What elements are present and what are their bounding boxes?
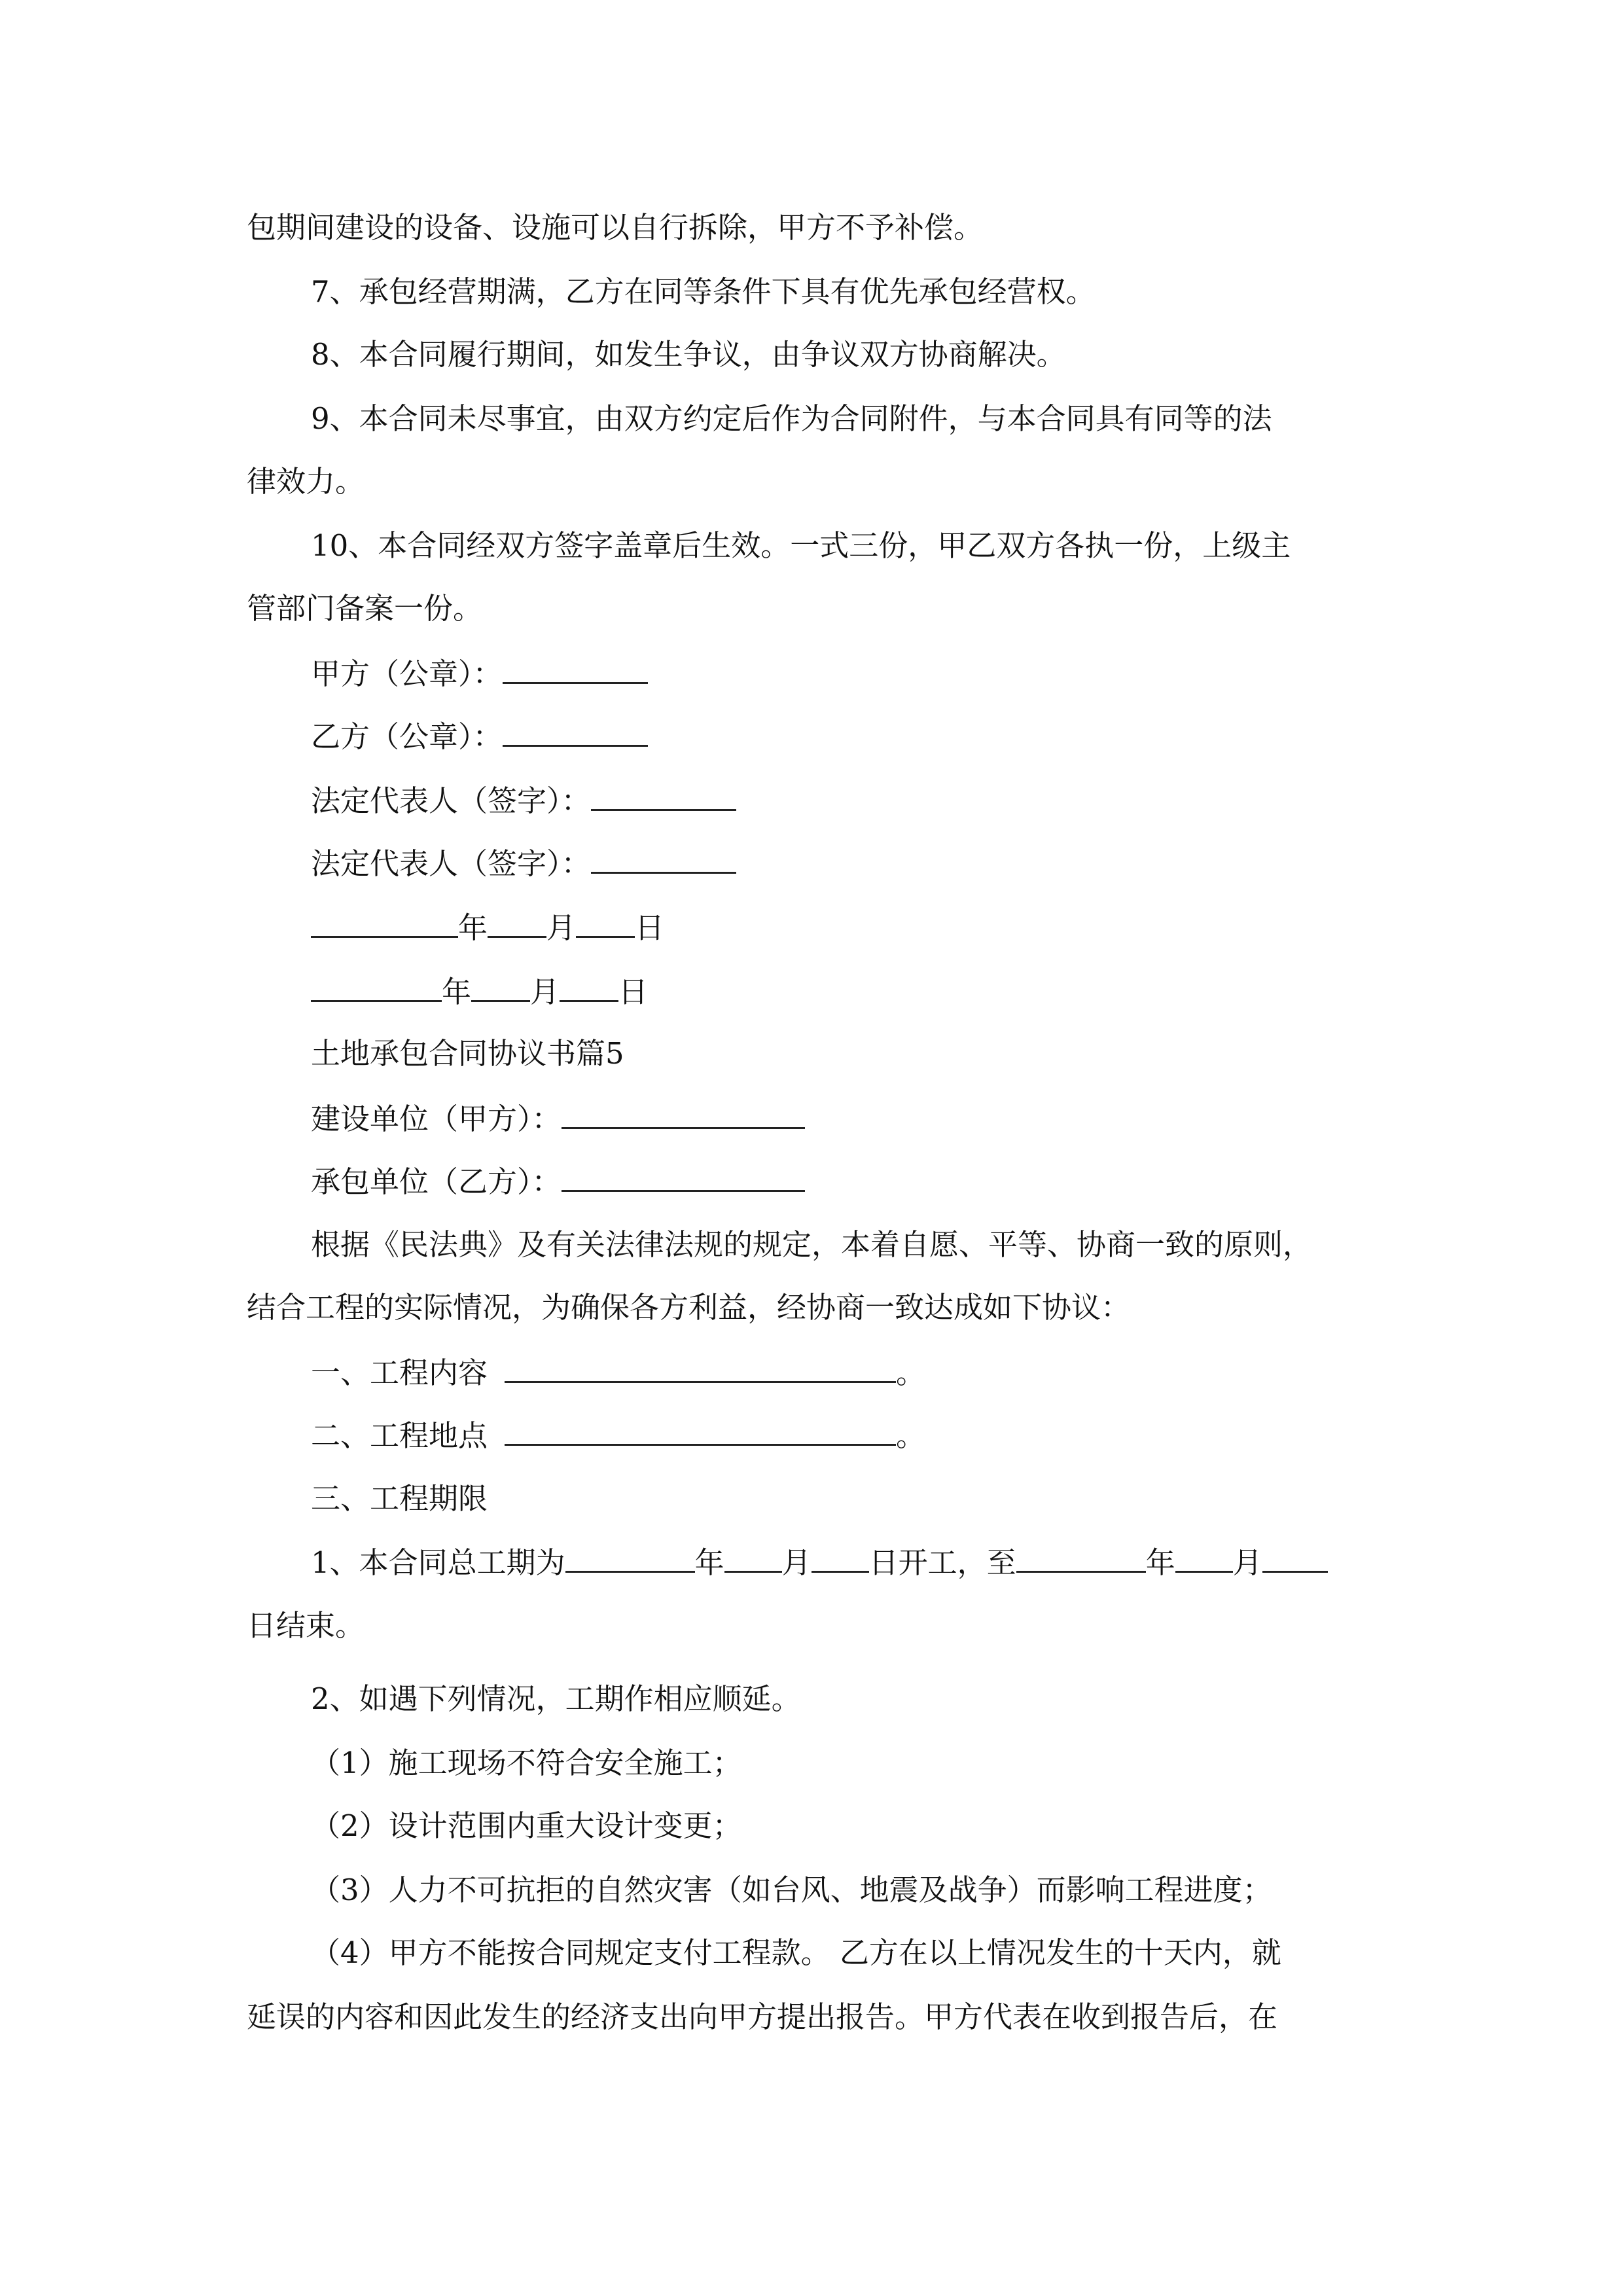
party-b-seal-label: 乙方（公章）： <box>311 719 503 754</box>
item-label: 二、工程地点 <box>311 1418 488 1453</box>
year-label: 年 <box>694 1545 724 1580</box>
legal-rep-line <box>311 780 736 819</box>
party-b-seal-line <box>311 716 648 755</box>
text-line: 结合工程的实际情况，为确保各方利益，经协商一致达成如下协议： <box>247 1290 1131 1325</box>
party-a-seal-blank[interactable] <box>503 653 648 684</box>
start-year-blank[interactable] <box>565 1542 695 1573</box>
text-line: 10、本合同经双方签字盖章后生效。一式三份，甲乙双方各执一份，上级主 <box>311 528 1291 563</box>
text-line: 管部门备案一份。 <box>247 591 483 626</box>
text-line: 律效力。 <box>247 464 365 499</box>
legal-rep-blank[interactable] <box>591 780 736 811</box>
list-item: （1）施工现场不符合安全施工； <box>311 1746 742 1780</box>
date-line <box>311 907 664 946</box>
start-label: 日开工，至 <box>868 1545 1016 1580</box>
text-line: 2、如遇下列情况，工期作相应顺延。 <box>311 1681 801 1716</box>
day-label: 日 <box>618 975 649 1009</box>
party-a-seal-line <box>311 653 648 692</box>
end-year-blank[interactable] <box>1016 1542 1146 1573</box>
month-label: 月 <box>781 1545 812 1580</box>
month-blank[interactable] <box>471 971 530 1002</box>
year-blank[interactable] <box>311 971 442 1002</box>
text-line: 根据《民法典》及有关法律法规的规定，本着自愿、平等、协商一致的原则， <box>311 1227 1313 1262</box>
text-line: 7、承包经营期满，乙方在同等条件下具有优先承包经营权。 <box>311 274 1096 309</box>
year-label: 年 <box>1145 1545 1175 1580</box>
builder-label: 建设单位（甲方）： <box>311 1102 562 1136</box>
end-month-blank[interactable] <box>1175 1542 1233 1573</box>
legal-rep-blank[interactable] <box>591 843 736 874</box>
list-item: （3）人力不可抗拒的自然灾害（如台风、地震及战争）而影响工程进度； <box>311 1873 1272 1907</box>
term-line <box>311 1542 1328 1581</box>
full-stop: 。 <box>896 1355 926 1390</box>
start-month-blank[interactable] <box>724 1542 782 1573</box>
full-stop: 。 <box>896 1418 926 1453</box>
builder-line <box>311 1098 805 1138</box>
text-line: 延误的内容和因此发生的经济支出向甲方提出报告。甲方代表在收到报告后，在 <box>247 2000 1278 2034</box>
party-b-seal-blank[interactable] <box>503 716 648 747</box>
date-line <box>311 971 648 1011</box>
work-content-blank[interactable] <box>505 1352 896 1383</box>
month-label: 月 <box>530 975 560 1009</box>
day-blank[interactable] <box>576 907 635 938</box>
year-label: 年 <box>442 975 472 1009</box>
item-label: 一、工程内容 <box>311 1355 488 1390</box>
contractor-line <box>311 1161 805 1200</box>
section-title: 土地承包合同协议书篇5 <box>311 1036 624 1071</box>
text-line: 9、本合同未尽事宜，由双方约定后作为合同附件，与本合同具有同等的法 <box>311 401 1272 436</box>
list-item: （4）甲方不能按合同规定支付工程款。 乙方在以上情况发生的十天内，就 <box>311 1935 1281 1970</box>
month-label: 月 <box>1232 1545 1262 1580</box>
builder-blank[interactable] <box>562 1098 805 1129</box>
year-label: 年 <box>458 910 488 945</box>
text-line: 包期间建设的设备、设施可以自行拆除，甲方不予补偿。 <box>247 210 984 245</box>
contractor-blank[interactable] <box>562 1161 805 1192</box>
day-blank[interactable] <box>560 971 618 1002</box>
contractor-label: 承包单位（乙方）： <box>311 1164 562 1199</box>
text-line: 日结束。 <box>247 1608 365 1643</box>
work-location-blank[interactable] <box>505 1415 896 1446</box>
item-line <box>311 1352 925 1391</box>
term-label: 1、本合同总工期为 <box>311 1545 565 1580</box>
legal-rep-line <box>311 843 736 882</box>
start-day-blank[interactable] <box>812 1542 869 1573</box>
party-a-seal-label: 甲方（公章）： <box>311 656 503 691</box>
end-day-blank[interactable] <box>1262 1542 1328 1573</box>
month-label: 月 <box>546 910 577 945</box>
legal-rep-label: 法定代表人（签字）： <box>311 783 591 818</box>
text-line: 三、工程期限 <box>311 1481 488 1516</box>
day-label: 日 <box>635 910 665 945</box>
legal-rep-label: 法定代表人（签字）： <box>311 846 591 881</box>
list-item: （2）设计范围内重大设计变更； <box>311 1808 742 1843</box>
item-line <box>311 1415 925 1454</box>
month-blank[interactable] <box>488 907 546 938</box>
text-line: 8、本合同履行期间，如发生争议，由争议双方协商解决。 <box>311 337 1066 372</box>
year-blank[interactable] <box>311 907 458 938</box>
